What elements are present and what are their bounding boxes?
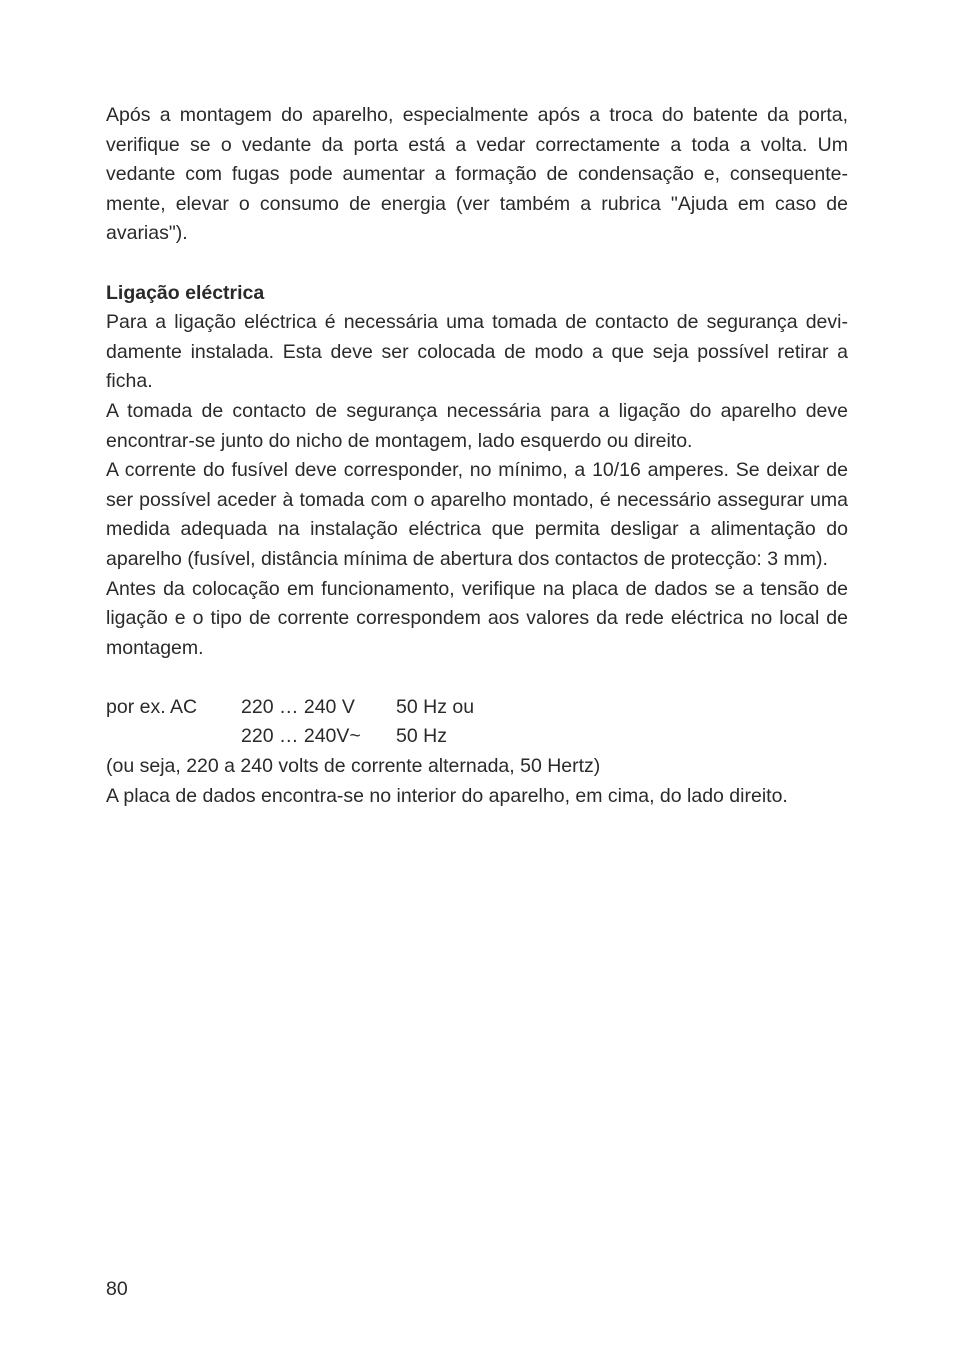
spacer	[106, 663, 848, 693]
spec-row	[106, 693, 556, 723]
page-content	[106, 101, 848, 811]
section-heading: Ligação eléctrica	[106, 281, 265, 304]
spec-row	[106, 722, 556, 752]
page-number: 80	[106, 1278, 128, 1300]
spec-label	[106, 722, 241, 752]
spec-frequency: 50 Hz ou	[396, 695, 475, 718]
spacer	[106, 249, 848, 279]
spec-label: por ex. AC	[106, 695, 198, 718]
spec-frequency: 50 Hz	[396, 725, 447, 748]
spec-table	[106, 693, 556, 752]
intro-paragraph: Após a montagem do aparelho, especialmente após a troca do batente da porta, verifique se o vedante da porta está a vedar correctamente a toda a volta. Um vedante com fugas pode aumentar a formação de condensação e, consequentemente, elevar o consumo de energia (ver também a rubrica "Ajuda em caso de avarias").	[106, 104, 848, 245]
spec-voltage: 220 … 240V~	[241, 725, 361, 748]
section-paragraph: A corrente do fusível deve corresponder, no mínimo, a 10/16 amperes. Se deixar de ser possível aceder à tomada com o aparelho montado, é necessário assegurar uma medida adequada na instalação eléctrica que permita desligar a alimentação do aparelho (fusível, distância mínima de abertura dos contactos de protecção: 3 mm).	[106, 459, 848, 570]
spec-location-note: A placa de dados encontra-se no interior do aparelho, em cima, do lado direito.	[106, 784, 788, 807]
spec-explanation: (ou seja, 220 a 240 volts de corrente alternada, 50 Hertz)	[106, 755, 601, 778]
spec-voltage: 220 … 240 V	[241, 695, 355, 718]
section-paragraph: Antes da colocação em funcionamento, verifique na placa de dados se a tensão de ligação e o tipo de corrente correspondem aos valores da rede eléctrica no local de montagem.	[106, 577, 848, 659]
section-paragraph: A tomada de contacto de segurança necessária para a ligação do aparelho deve encontrar-se junto do nicho de montagem, lado esquerdo ou direito.	[106, 399, 848, 452]
section-paragraph: Para a ligação eléctrica é necessária uma tomada de contacto de segurança devidamente instalada. Esta deve ser colocada de modo a que seja possível retirar a ficha.	[106, 311, 848, 393]
